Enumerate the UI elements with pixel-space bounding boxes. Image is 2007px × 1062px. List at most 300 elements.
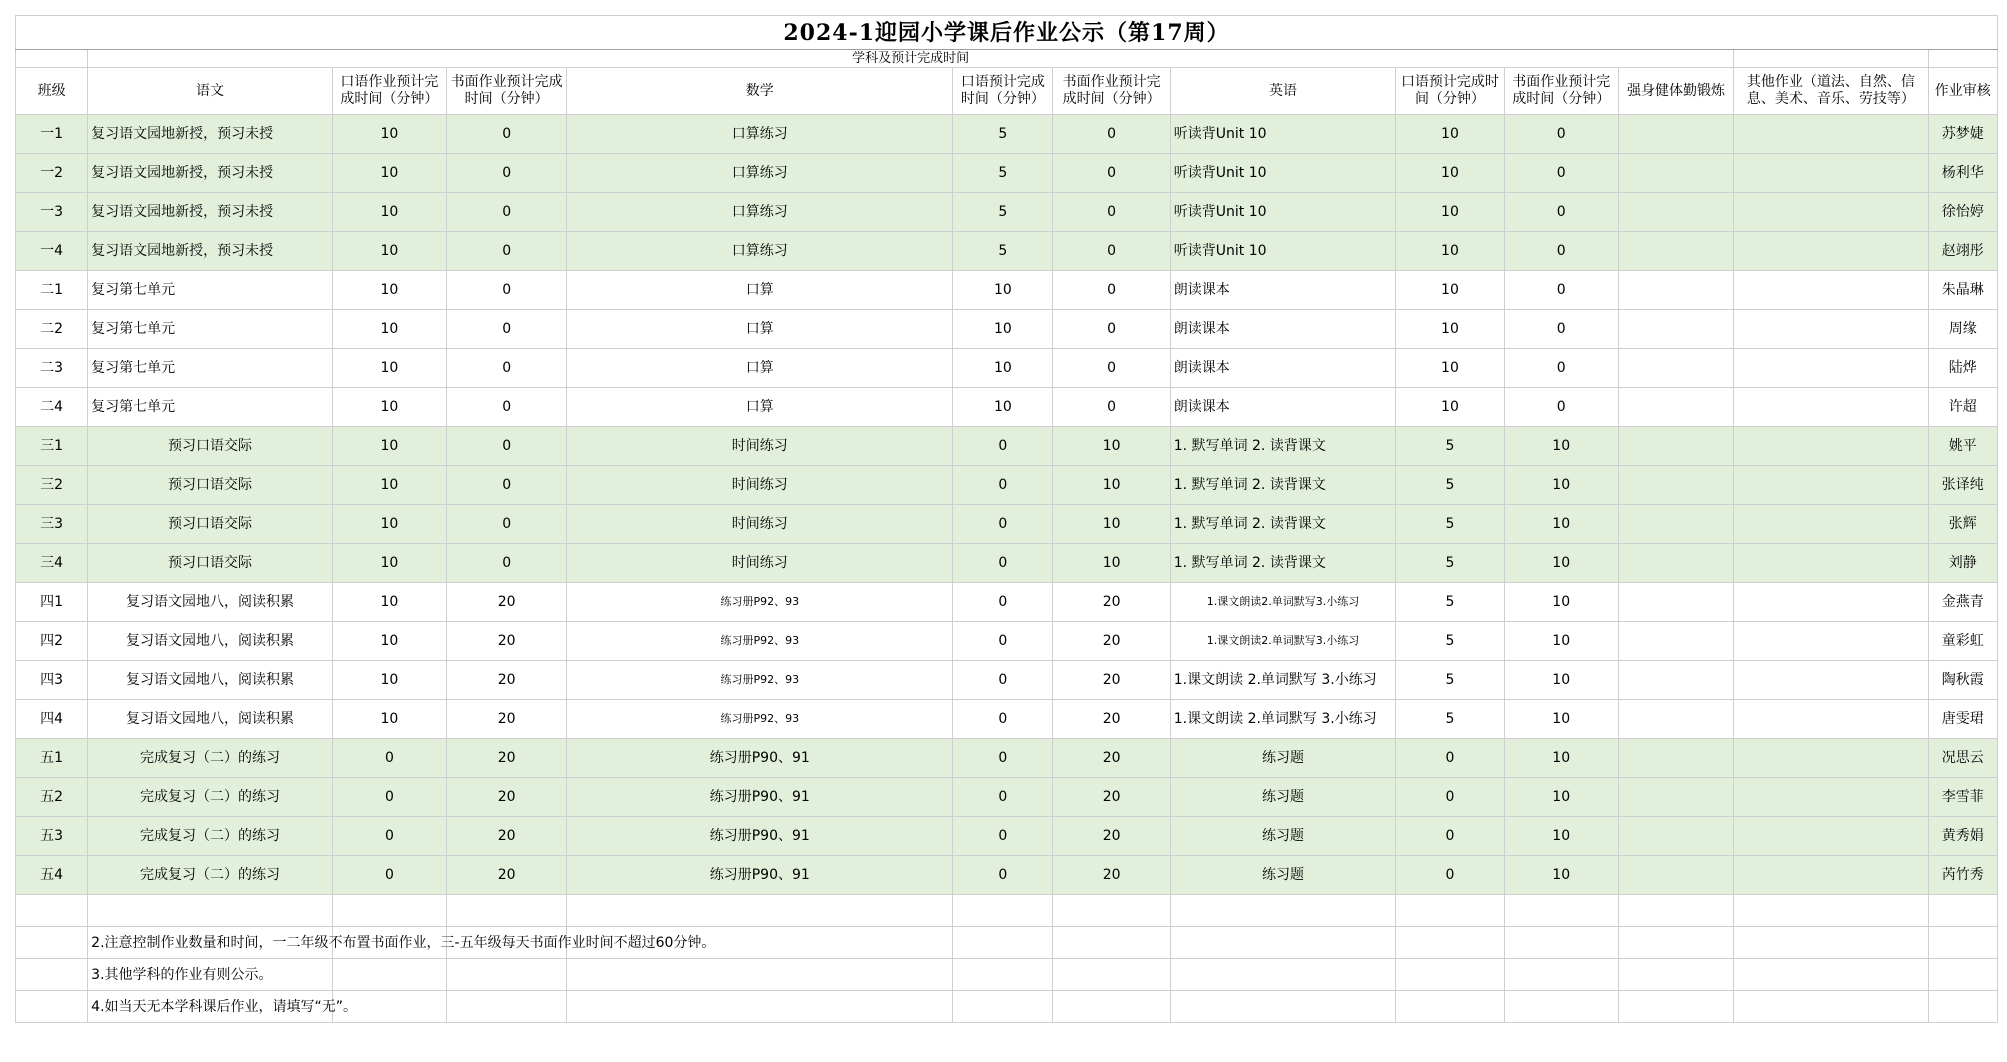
english-oral-cell: 5 <box>1396 544 1504 583</box>
chinese-oral-cell: 0 <box>332 778 446 817</box>
chinese-oral-cell: 10 <box>332 622 446 661</box>
chinese-oral-cell: 10 <box>332 193 446 232</box>
header-math: 数学 <box>567 68 953 115</box>
chinese-written-cell: 0 <box>447 154 567 193</box>
table-row <box>16 193 1998 232</box>
exercise-cell <box>1618 271 1733 310</box>
english-written-cell: 0 <box>1504 271 1618 310</box>
english-oral-cell: 10 <box>1396 193 1504 232</box>
table-row <box>16 388 1998 427</box>
chinese-cell: 复习第七单元 <box>88 271 333 310</box>
other-cell <box>1734 778 1928 817</box>
math-written-cell: 10 <box>1053 466 1170 505</box>
english-written-cell: 0 <box>1504 388 1618 427</box>
english-written-cell: 0 <box>1504 115 1618 154</box>
note-row <box>16 927 1998 959</box>
chinese-written-cell: 0 <box>447 505 567 544</box>
header-english-written: 书面作业预计完成时间（分钟） <box>1504 68 1618 115</box>
chinese-oral-cell: 10 <box>332 427 446 466</box>
class-cell: 四1 <box>16 583 88 622</box>
english-cell: 听读背Unit 10 <box>1170 193 1396 232</box>
english-oral-cell: 0 <box>1396 817 1504 856</box>
chinese-cell: 复习语文园地八，阅读积累 <box>88 583 333 622</box>
english-written-cell: 0 <box>1504 349 1618 388</box>
math-oral-cell: 10 <box>953 349 1053 388</box>
chinese-oral-cell: 10 <box>332 232 446 271</box>
table-row <box>16 778 1998 817</box>
chinese-written-cell: 20 <box>447 778 567 817</box>
chinese-cell: 复习语文园地新授，预习未授 <box>88 193 333 232</box>
other-cell <box>1734 505 1928 544</box>
math-written-cell: 0 <box>1053 193 1170 232</box>
exercise-cell <box>1618 349 1733 388</box>
other-cell <box>1734 232 1928 271</box>
exercise-cell <box>1618 427 1733 466</box>
reviewer-cell: 苏梦婕 <box>1928 115 1997 154</box>
math-oral-cell: 0 <box>953 505 1053 544</box>
math-written-cell: 10 <box>1053 505 1170 544</box>
other-cell <box>1734 466 1928 505</box>
math-cell: 练习册P90、91 <box>567 778 953 817</box>
english-cell: 1.课文朗读2.单词默写3.小练习 <box>1170 622 1396 661</box>
reviewer-cell: 唐雯珺 <box>1928 700 1997 739</box>
reviewer-cell: 况思云 <box>1928 739 1997 778</box>
math-written-cell: 20 <box>1053 661 1170 700</box>
english-oral-cell: 5 <box>1396 583 1504 622</box>
chinese-written-cell: 0 <box>447 349 567 388</box>
chinese-cell: 预习口语交际 <box>88 466 333 505</box>
reviewer-cell: 张辉 <box>1928 505 1997 544</box>
other-cell <box>1734 193 1928 232</box>
chinese-cell: 复习语文园地八，阅读积累 <box>88 700 333 739</box>
header-chinese-oral: 口语作业预计完成时间（分钟） <box>332 68 446 115</box>
english-cell: 朗读课本 <box>1170 271 1396 310</box>
math-written-cell: 20 <box>1053 778 1170 817</box>
math-cell: 时间练习 <box>567 544 953 583</box>
exercise-cell <box>1618 817 1733 856</box>
chinese-oral-cell: 10 <box>332 271 446 310</box>
chinese-written-cell: 0 <box>447 271 567 310</box>
reviewer-cell: 赵翊彤 <box>1928 232 1997 271</box>
math-oral-cell: 0 <box>953 817 1053 856</box>
homework-table <box>15 15 1998 1023</box>
class-cell: 四4 <box>16 700 88 739</box>
english-written-cell: 10 <box>1504 427 1618 466</box>
math-oral-cell: 0 <box>953 466 1053 505</box>
english-cell: 1.课文朗读 2.单词默写 3.小练习 <box>1170 700 1396 739</box>
reviewer-cell: 黄秀娟 <box>1928 817 1997 856</box>
reviewer-cell: 张译纯 <box>1928 466 1997 505</box>
reviewer-cell: 许超 <box>1928 388 1997 427</box>
other-cell <box>1734 427 1928 466</box>
table-row <box>16 271 1998 310</box>
english-written-cell: 10 <box>1504 739 1618 778</box>
reviewer-cell: 杨利华 <box>1928 154 1997 193</box>
header-review: 作业审核 <box>1928 68 1997 115</box>
reviewer-cell: 姚平 <box>1928 427 1997 466</box>
english-oral-cell: 10 <box>1396 349 1504 388</box>
class-cell: 三2 <box>16 466 88 505</box>
math-cell: 口算练习 <box>567 154 953 193</box>
math-oral-cell: 0 <box>953 700 1053 739</box>
other-cell <box>1734 583 1928 622</box>
note-text <box>88 895 333 927</box>
english-cell: 朗读课本 <box>1170 388 1396 427</box>
english-cell: 朗读课本 <box>1170 310 1396 349</box>
reviewer-cell: 周缘 <box>1928 310 1997 349</box>
chinese-written-cell: 20 <box>447 661 567 700</box>
exercise-cell <box>1618 661 1733 700</box>
other-cell <box>1734 544 1928 583</box>
exercise-cell <box>1618 505 1733 544</box>
english-cell: 练习题 <box>1170 817 1396 856</box>
reviewer-cell: 朱晶琳 <box>1928 271 1997 310</box>
math-cell: 练习册P90、91 <box>567 856 953 895</box>
chinese-written-cell: 20 <box>447 622 567 661</box>
reviewer-cell: 陶秋霞 <box>1928 661 1997 700</box>
table-row <box>16 310 1998 349</box>
math-written-cell: 0 <box>1053 154 1170 193</box>
math-written-cell: 20 <box>1053 622 1170 661</box>
chinese-oral-cell: 10 <box>332 115 446 154</box>
chinese-written-cell: 20 <box>447 856 567 895</box>
math-cell: 口算练习 <box>567 115 953 154</box>
exercise-cell <box>1618 115 1733 154</box>
english-cell: 1. 默写单词 2. 读背课文 <box>1170 466 1396 505</box>
english-written-cell: 10 <box>1504 817 1618 856</box>
math-oral-cell: 0 <box>953 583 1053 622</box>
math-oral-cell: 5 <box>953 232 1053 271</box>
chinese-oral-cell: 10 <box>332 583 446 622</box>
header-math-oral: 口语预计完成时间（分钟） <box>953 68 1053 115</box>
chinese-written-cell: 0 <box>447 115 567 154</box>
chinese-written-cell: 0 <box>447 193 567 232</box>
math-written-cell: 20 <box>1053 739 1170 778</box>
math-oral-cell: 0 <box>953 856 1053 895</box>
english-oral-cell: 5 <box>1396 466 1504 505</box>
english-written-cell: 0 <box>1504 232 1618 271</box>
math-oral-cell: 10 <box>953 271 1053 310</box>
english-oral-cell: 10 <box>1396 271 1504 310</box>
class-cell: 二4 <box>16 388 88 427</box>
english-written-cell: 10 <box>1504 700 1618 739</box>
english-cell: 练习题 <box>1170 739 1396 778</box>
math-oral-cell: 10 <box>953 310 1053 349</box>
english-cell: 练习题 <box>1170 856 1396 895</box>
chinese-cell: 复习第七单元 <box>88 349 333 388</box>
chinese-cell: 完成复习（二）的练习 <box>88 817 333 856</box>
math-written-cell: 20 <box>1053 817 1170 856</box>
math-written-cell: 0 <box>1053 388 1170 427</box>
math-written-cell: 10 <box>1053 427 1170 466</box>
note-text: 4.如当天无本学科课后作业，请填写“无”。 <box>88 991 333 1023</box>
class-cell: 三1 <box>16 427 88 466</box>
table-row <box>16 154 1998 193</box>
english-oral-cell: 10 <box>1396 154 1504 193</box>
exercise-cell <box>1618 622 1733 661</box>
table-row <box>16 739 1998 778</box>
exercise-cell <box>1618 193 1733 232</box>
chinese-cell: 复习语文园地新授，预习未授 <box>88 115 333 154</box>
math-written-cell: 0 <box>1053 349 1170 388</box>
math-cell: 口算练习 <box>567 232 953 271</box>
reviewer-cell: 金燕青 <box>1928 583 1997 622</box>
note-row <box>16 991 1998 1023</box>
exercise-cell <box>1618 739 1733 778</box>
header-class: 班级 <box>16 68 88 115</box>
other-cell <box>1734 388 1928 427</box>
reviewer-cell: 徐怡婷 <box>1928 193 1997 232</box>
english-written-cell: 0 <box>1504 193 1618 232</box>
chinese-oral-cell: 0 <box>332 739 446 778</box>
section-subtitle: 学科及预计完成时间 <box>88 50 1734 68</box>
math-oral-cell: 0 <box>953 778 1053 817</box>
math-cell: 口算 <box>567 388 953 427</box>
english-oral-cell: 5 <box>1396 661 1504 700</box>
chinese-cell: 预习口语交际 <box>88 544 333 583</box>
math-written-cell: 10 <box>1053 544 1170 583</box>
math-written-cell: 0 <box>1053 232 1170 271</box>
chinese-written-cell: 0 <box>447 232 567 271</box>
math-cell: 口算 <box>567 349 953 388</box>
math-cell: 时间练习 <box>567 427 953 466</box>
english-written-cell: 10 <box>1504 544 1618 583</box>
chinese-cell: 预习口语交际 <box>88 505 333 544</box>
chinese-oral-cell: 10 <box>332 466 446 505</box>
exercise-cell <box>1618 544 1733 583</box>
chinese-cell: 复习第七单元 <box>88 388 333 427</box>
chinese-oral-cell: 10 <box>332 505 446 544</box>
english-cell: 1.课文朗读 2.单词默写 3.小练习 <box>1170 661 1396 700</box>
chinese-cell: 复习语文园地八，阅读积累 <box>88 622 333 661</box>
chinese-oral-cell: 10 <box>332 388 446 427</box>
chinese-cell: 复习语文园地新授，预习未授 <box>88 232 333 271</box>
chinese-cell: 预习口语交际 <box>88 427 333 466</box>
note-row <box>16 959 1998 991</box>
chinese-oral-cell: 10 <box>332 310 446 349</box>
chinese-cell: 完成复习（二）的练习 <box>88 739 333 778</box>
exercise-cell <box>1618 232 1733 271</box>
math-oral-cell: 5 <box>953 193 1053 232</box>
table-row <box>16 700 1998 739</box>
english-written-cell: 0 <box>1504 154 1618 193</box>
header-chinese: 语文 <box>88 68 333 115</box>
math-cell: 时间练习 <box>567 505 953 544</box>
math-oral-cell: 0 <box>953 544 1053 583</box>
chinese-cell: 完成复习（二）的练习 <box>88 778 333 817</box>
table-row <box>16 856 1998 895</box>
other-cell <box>1734 154 1928 193</box>
exercise-cell <box>1618 310 1733 349</box>
table-row <box>16 583 1998 622</box>
english-cell: 1. 默写单词 2. 读背课文 <box>1170 544 1396 583</box>
chinese-written-cell: 20 <box>447 739 567 778</box>
header-other: 其他作业（道法、自然、信息、美术、音乐、劳技等） <box>1734 68 1928 115</box>
other-cell <box>1734 700 1928 739</box>
math-cell: 练习册P92、93 <box>567 583 953 622</box>
header-chinese-written: 书面作业预计完成时间（分钟） <box>447 68 567 115</box>
exercise-cell <box>1618 388 1733 427</box>
other-cell <box>1734 739 1928 778</box>
class-cell: 五1 <box>16 739 88 778</box>
math-oral-cell: 0 <box>953 427 1053 466</box>
class-cell: 三3 <box>16 505 88 544</box>
english-oral-cell: 5 <box>1396 622 1504 661</box>
math-oral-cell: 0 <box>953 661 1053 700</box>
class-cell: 五2 <box>16 778 88 817</box>
class-cell: 二3 <box>16 349 88 388</box>
chinese-oral-cell: 10 <box>332 661 446 700</box>
exercise-cell <box>1618 778 1733 817</box>
math-written-cell: 0 <box>1053 115 1170 154</box>
english-written-cell: 0 <box>1504 310 1618 349</box>
math-cell: 口算 <box>567 310 953 349</box>
header-english: 英语 <box>1170 68 1396 115</box>
class-cell: 一3 <box>16 193 88 232</box>
exercise-cell <box>1618 583 1733 622</box>
note-text: 2.注意控制作业数量和时间，一二年级不布置书面作业，三-五年级每天书面作业时间不超过60分钟。 <box>88 927 333 959</box>
class-cell: 二1 <box>16 271 88 310</box>
english-oral-cell: 0 <box>1396 778 1504 817</box>
english-oral-cell: 10 <box>1396 310 1504 349</box>
english-oral-cell: 10 <box>1396 388 1504 427</box>
other-cell <box>1734 115 1928 154</box>
math-oral-cell: 5 <box>953 154 1053 193</box>
reviewer-cell: 芮竹秀 <box>1928 856 1997 895</box>
english-written-cell: 10 <box>1504 505 1618 544</box>
english-oral-cell: 10 <box>1396 115 1504 154</box>
reviewer-cell: 陆烨 <box>1928 349 1997 388</box>
class-cell: 五3 <box>16 817 88 856</box>
table-row <box>16 661 1998 700</box>
class-cell: 二2 <box>16 310 88 349</box>
exercise-cell <box>1618 700 1733 739</box>
math-written-cell: 20 <box>1053 700 1170 739</box>
note-text: 3.其他学科的作业有则公示。 <box>88 959 333 991</box>
exercise-cell <box>1618 466 1733 505</box>
table-row <box>16 817 1998 856</box>
english-cell: 听读背Unit 10 <box>1170 232 1396 271</box>
chinese-oral-cell: 10 <box>332 154 446 193</box>
reviewer-cell: 刘静 <box>1928 544 1997 583</box>
english-cell: 听读背Unit 10 <box>1170 115 1396 154</box>
math-oral-cell: 5 <box>953 115 1053 154</box>
math-written-cell: 0 <box>1053 271 1170 310</box>
class-cell: 四2 <box>16 622 88 661</box>
english-cell: 1. 默写单词 2. 读背课文 <box>1170 505 1396 544</box>
english-cell: 1.课文朗读2.单词默写3.小练习 <box>1170 583 1396 622</box>
chinese-written-cell: 20 <box>447 583 567 622</box>
class-cell: 一2 <box>16 154 88 193</box>
chinese-oral-cell: 10 <box>332 544 446 583</box>
english-cell: 听读背Unit 10 <box>1170 154 1396 193</box>
header-math-written: 书面作业预计完成时间（分钟） <box>1053 68 1170 115</box>
chinese-oral-cell: 0 <box>332 817 446 856</box>
math-cell: 练习册P92、93 <box>567 622 953 661</box>
table-row <box>16 427 1998 466</box>
math-oral-cell: 10 <box>953 388 1053 427</box>
english-cell: 朗读课本 <box>1170 349 1396 388</box>
math-cell: 练习册P92、93 <box>567 661 953 700</box>
page-title: 2024-1迎园小学课后作业公示（第17周） <box>16 16 1998 50</box>
table-row <box>16 544 1998 583</box>
chinese-oral-cell: 0 <box>332 856 446 895</box>
english-written-cell: 10 <box>1504 622 1618 661</box>
chinese-written-cell: 0 <box>447 388 567 427</box>
math-written-cell: 0 <box>1053 310 1170 349</box>
other-cell <box>1734 856 1928 895</box>
exercise-cell <box>1618 154 1733 193</box>
header-exercise: 强身健体勤锻炼 <box>1618 68 1733 115</box>
english-cell: 1. 默写单词 2. 读背课文 <box>1170 427 1396 466</box>
math-cell: 口算练习 <box>567 193 953 232</box>
chinese-cell: 复习语文园地八，阅读积累 <box>88 661 333 700</box>
english-written-cell: 10 <box>1504 583 1618 622</box>
math-oral-cell: 0 <box>953 622 1053 661</box>
header-english-oral: 口语预计完成时间（分钟） <box>1396 68 1504 115</box>
other-cell <box>1734 271 1928 310</box>
english-cell: 练习题 <box>1170 778 1396 817</box>
english-oral-cell: 0 <box>1396 856 1504 895</box>
chinese-cell: 复习第七单元 <box>88 310 333 349</box>
math-cell: 口算 <box>567 271 953 310</box>
other-cell <box>1734 622 1928 661</box>
other-cell <box>1734 310 1928 349</box>
english-written-cell: 10 <box>1504 856 1618 895</box>
math-cell: 练习册P90、91 <box>567 817 953 856</box>
english-oral-cell: 10 <box>1396 232 1504 271</box>
class-cell: 一4 <box>16 232 88 271</box>
exercise-cell <box>1618 856 1733 895</box>
table-row <box>16 466 1998 505</box>
note-row <box>16 895 1998 927</box>
reviewer-cell: 李雪菲 <box>1928 778 1997 817</box>
math-written-cell: 20 <box>1053 856 1170 895</box>
math-cell: 时间练习 <box>567 466 953 505</box>
chinese-written-cell: 0 <box>447 310 567 349</box>
english-oral-cell: 5 <box>1396 700 1504 739</box>
english-oral-cell: 5 <box>1396 427 1504 466</box>
chinese-written-cell: 20 <box>447 700 567 739</box>
chinese-cell: 复习语文园地新授，预习未授 <box>88 154 333 193</box>
math-cell: 练习册P90、91 <box>567 739 953 778</box>
english-written-cell: 10 <box>1504 466 1618 505</box>
other-cell <box>1734 817 1928 856</box>
table-row <box>16 115 1998 154</box>
english-written-cell: 10 <box>1504 778 1618 817</box>
chinese-written-cell: 0 <box>447 427 567 466</box>
chinese-oral-cell: 10 <box>332 349 446 388</box>
class-cell: 四3 <box>16 661 88 700</box>
class-cell: 三4 <box>16 544 88 583</box>
math-cell: 练习册P92、93 <box>567 700 953 739</box>
table-row <box>16 505 1998 544</box>
other-cell <box>1734 349 1928 388</box>
table-row <box>16 232 1998 271</box>
english-written-cell: 10 <box>1504 661 1618 700</box>
english-oral-cell: 5 <box>1396 505 1504 544</box>
math-written-cell: 20 <box>1053 583 1170 622</box>
math-oral-cell: 0 <box>953 739 1053 778</box>
english-oral-cell: 0 <box>1396 739 1504 778</box>
reviewer-cell: 童彩虹 <box>1928 622 1997 661</box>
class-cell: 一1 <box>16 115 88 154</box>
chinese-cell: 完成复习（二）的练习 <box>88 856 333 895</box>
other-cell <box>1734 661 1928 700</box>
class-cell: 五4 <box>16 856 88 895</box>
table-row <box>16 349 1998 388</box>
chinese-oral-cell: 10 <box>332 700 446 739</box>
